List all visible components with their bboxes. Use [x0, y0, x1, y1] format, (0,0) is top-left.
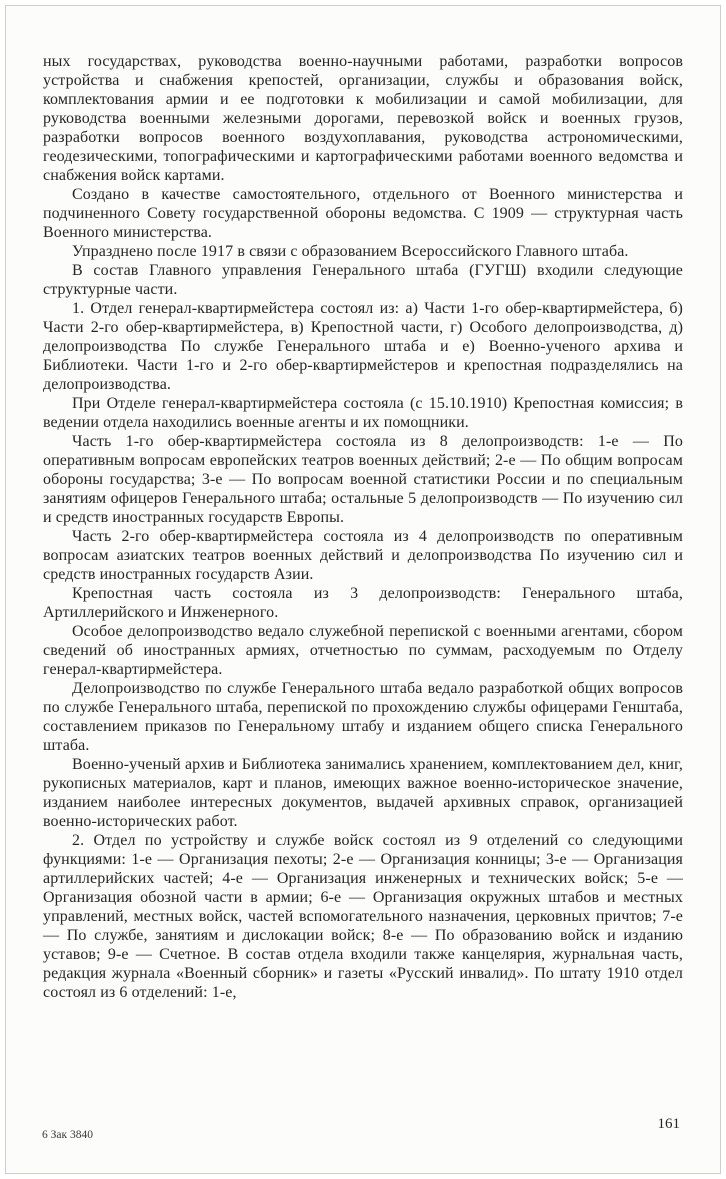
paragraph: Крепостная часть состояла из 3 делопроизводств: Генерального штаба, Артиллерийского и Инженерного. — [43, 585, 683, 621]
paragraph: Часть 1-го обер-квартирмейстера состояла из 8 делопроизводств: 1-е — По оперативным вопросам европейских театров военных действий; 2-е — По общим вопросам обороны государства; 3-е — По вопросам военной статистики России и по специальным занятиям офицеров Генерального штаба; остальные 5 делопроизводств — По изучению сил и средств иностранных государств Европы. — [43, 433, 683, 526]
paragraph: Упразднено после 1917 в связи с образованием Всероссийского Главного штаба. — [72, 243, 629, 260]
paragraph: Создано в качестве самостоятельного, отдельного от Военного министерства и подчиненного Совету государственной обороны ведомства. С 1909 — структурная часть Военного министерства. — [43, 186, 683, 241]
page-number: 161 — [657, 1116, 680, 1132]
body-text — [43, 52, 683, 1002]
paragraph: Делопроизводство по службе Генерального штаба ведало разработкой общих вопросов по службе Генерального штаба, перепиской по прохождению службы офицерами Генштаба, составлением приказов по Генеральному штабу и изданием общего списка Генерального штаба. — [43, 680, 683, 754]
paragraph: Особое делопроизводство ведало служебной перепиской с военными агентами, сбором сведений об иностранных армиях, отчетностью по суммам, расходуемым по Отделу генерал-квартирмейстера. — [43, 623, 683, 678]
scanned-page — [5, 5, 721, 1174]
paragraph: Часть 2-го обер-квартирмейстера состояла из 4 делопроизводств по оперативным вопросам азиатских театров военных действий и делопроизводства По изучению сил и средств иностранных государств Азии. — [43, 528, 683, 583]
paragraph: Военно-ученый архив и Библиотека занимались хранением, комплектованием дел, книг, рукописных материалов, карт и планов, имеющих важное военно-историческое значение, изданием наиболее интересных документов, выдачей архивных справок, организацией военно-исторических работ. — [43, 756, 683, 830]
paragraph: 1. Отдел генерал-квартирмейстера состоял из: а) Части 1-го обер-квартирмейстера, б) Части 2-го обер-квартирмейстера, в) Крепостной части, г) Особого делопроизводства, д) делопроизводства По службе Генерального штаба и е) Военно-ученого архива и Библиотеки. Части 1-го и 2-го обер-квартирмейстеров и крепостная подразделялись на делопроизводства. — [43, 300, 683, 393]
print-run-note: 6 Зак 3840 — [42, 1129, 93, 1141]
paragraph: При Отделе генерал-квартирмейстера состояла (с 15.10.1910) Крепостная комиссия; в ведении отдела находились военные агенты и их помощники. — [43, 395, 683, 431]
paragraph: В состав Главного управления Генерального штаба (ГУГШ) входили следующие структурные части. — [43, 262, 683, 298]
paragraph: ных государствах, руководства военно-научными работами, разработки вопросов устройства и снабжения крепостей, организации, службы и образования войск, комплектования армии и ее подготовки к мобилизации и самой мобилизации, для руководства военными железными дорогами, перевозкой войск и военных грузов, разработки вопросов военного воздухоплавания, руководства астрономическими, геодезическими, топографическими и картографическими работами военного ведомства и снабжения войск картами. — [43, 53, 683, 184]
paragraph: 2. Отдел по устройству и службе войск состоял из 9 отделений со следующими функциями: 1-е — Организация пехоты; 2-е — Организация конницы; 3-е — Организация артиллерийских частей; 4-е — Организация инженерных и технических войск; 5-е — Организация обозной части в армии; 6-е — Организация окружных штабов и местных управлений, местных войск, частей вспомогательного назначения, церковных причтов; 7-е — По службе, занятиям и дислокации войск; 8-е — По образованию войск и изданию уставов; 9-е — Счетное. В состав отдела входили также канцелярия, журнальная часть, редакция журнала «Военный сборник» и газеты «Русский инвалид». По штату 1910 отдел состоял из 6 отделений: 1-е, — [43, 832, 683, 1001]
